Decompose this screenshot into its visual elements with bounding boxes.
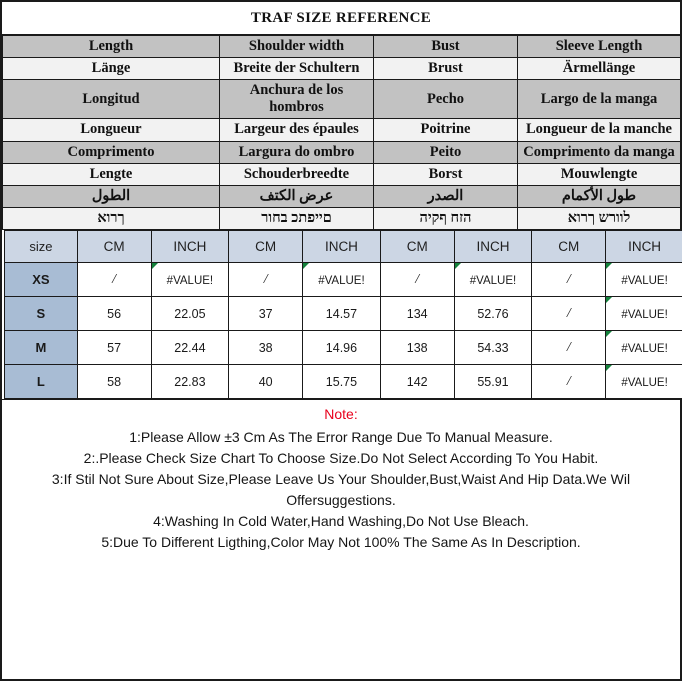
- label-sleeve-es: Largo de la manga: [518, 80, 681, 119]
- cell-xs-shoulder-in: #VALUE!: [303, 262, 381, 296]
- language-row-german: [3, 58, 681, 80]
- label-length-ar: الطول: [3, 185, 220, 207]
- label-length-es: Longitud: [3, 80, 220, 119]
- error-flag-icon: [152, 263, 158, 269]
- cell-l-length-cm: 58: [77, 364, 151, 398]
- table-row: [5, 262, 682, 296]
- unit-header-sleeve-in: INCH: [606, 230, 682, 262]
- cell-l-shoulder-in: 15.75: [303, 364, 381, 398]
- label-shoulder-es: Anchura de los hombros: [220, 80, 374, 119]
- label-length-nl: Lengte: [3, 163, 220, 185]
- label-bust-he: היקף חזה: [374, 207, 518, 229]
- size-label-s: S: [5, 296, 78, 330]
- cell-s-sleeve-cm: /: [532, 296, 606, 330]
- cell-m-length-cm: 57: [77, 330, 151, 364]
- label-shoulder-fr: Largeur des épaules: [220, 119, 374, 141]
- label-length-pt: Comprimento: [3, 141, 220, 163]
- language-table: [2, 35, 681, 230]
- cell-xs-sleeve-cm: /: [532, 262, 606, 296]
- label-length-de: Länge: [3, 58, 220, 80]
- label-shoulder-he: רוחב כתפיים: [220, 207, 374, 229]
- label-shoulder-en: Shoulder width: [220, 36, 374, 58]
- measurement-table-wrapper: [2, 230, 680, 399]
- cell-m-shoulder-cm: 38: [229, 330, 303, 364]
- size-column-header: size: [5, 230, 78, 262]
- error-flag-icon: [606, 365, 612, 371]
- label-shoulder-ar: عرض الكتف: [220, 185, 374, 207]
- error-flag-icon: [606, 297, 612, 303]
- cell-l-bust-in: 55.91: [454, 364, 532, 398]
- label-length-he: אורך: [3, 207, 220, 229]
- unit-header-shoulder-in: INCH: [303, 230, 381, 262]
- cell-m-length-in: 22.44: [151, 330, 229, 364]
- label-shoulder-nl: Schouderbreedte: [220, 163, 374, 185]
- cell-m-bust-cm: 138: [380, 330, 454, 364]
- cell-xs-length-in: #VALUE!: [151, 262, 229, 296]
- label-bust-ar: الصدر: [374, 185, 518, 207]
- language-row-spanish: [3, 80, 681, 119]
- label-bust-en: Bust: [374, 36, 518, 58]
- label-sleeve-en: Sleeve Length: [518, 36, 681, 58]
- cell-xs-bust-in: #VALUE!: [454, 262, 532, 296]
- cell-m-sleeve-cm: /: [532, 330, 606, 364]
- cell-m-shoulder-in: 14.96: [303, 330, 381, 364]
- label-shoulder-de: Breite der Schultern: [220, 58, 374, 80]
- cell-m-sleeve-in: #VALUE!: [606, 330, 682, 364]
- cell-s-bust-cm: 134: [380, 296, 454, 330]
- cell-l-length-in: 22.83: [151, 364, 229, 398]
- language-row-hebrew: [3, 207, 681, 229]
- note-line-5: 5:Due To Different Ligthing,Color May Not 100% The Same As In Description.: [101, 533, 581, 550]
- label-bust-de: Brust: [374, 58, 518, 80]
- cell-l-sleeve-cm: /: [532, 364, 606, 398]
- cell-s-shoulder-in: 14.57: [303, 296, 381, 330]
- cell-l-bust-cm: 142: [380, 364, 454, 398]
- language-row-arabic: [3, 185, 681, 207]
- label-shoulder-pt: Largura do ombro: [220, 141, 374, 163]
- error-flag-icon: [303, 263, 309, 269]
- label-sleeve-de: Ärmellänge: [518, 58, 681, 80]
- unit-header-sleeve-cm: CM: [532, 230, 606, 262]
- note-line-3: 3:If Stil Not Sure About Size,Please Leave Us Your Shoulder,Bust,Waist And Hip Data.We Wil Offersuggestions.: [51, 470, 631, 508]
- label-sleeve-nl: Mouwlengte: [518, 163, 681, 185]
- cell-s-bust-in: 52.76: [454, 296, 532, 330]
- unit-header-bust-cm: CM: [380, 230, 454, 262]
- cell-s-shoulder-cm: 37: [229, 296, 303, 330]
- cell-l-shoulder-cm: 40: [229, 364, 303, 398]
- unit-header-row: [5, 230, 682, 262]
- cell-xs-bust-cm: /: [380, 262, 454, 296]
- label-sleeve-ar: طول الأكمام: [518, 185, 681, 207]
- table-row: [5, 296, 682, 330]
- cell-xs-shoulder-cm: /: [229, 262, 303, 296]
- size-measurement-table: [4, 230, 682, 399]
- notes-section: [2, 399, 680, 679]
- label-bust-es: Pecho: [374, 80, 518, 119]
- language-row-dutch: [3, 163, 681, 185]
- notes-heading: Note:: [324, 405, 358, 422]
- cell-s-sleeve-in: #VALUE!: [606, 296, 682, 330]
- unit-header-length-in: INCH: [151, 230, 229, 262]
- language-row-english: [3, 36, 681, 58]
- page-title: TRAF SIZE REFERENCE: [250, 9, 432, 26]
- label-bust-nl: Borst: [374, 163, 518, 185]
- label-sleeve-fr: Longueur de la manche: [518, 119, 681, 141]
- unit-header-bust-in: INCH: [454, 230, 532, 262]
- label-bust-fr: Poitrine: [374, 119, 518, 141]
- table-row: [5, 364, 682, 398]
- language-row-french: [3, 119, 681, 141]
- sheet-title-row: [2, 2, 680, 35]
- cell-xs-sleeve-in: #VALUE!: [606, 262, 682, 296]
- cell-m-bust-in: 54.33: [454, 330, 532, 364]
- table-row: [5, 330, 682, 364]
- cell-s-length-cm: 56: [77, 296, 151, 330]
- error-flag-icon: [606, 331, 612, 337]
- label-length-fr: Longueur: [3, 119, 220, 141]
- language-row-portuguese: [3, 141, 681, 163]
- label-length-en: Length: [3, 36, 220, 58]
- label-sleeve-he: אורך שרוול: [518, 207, 681, 229]
- note-line-4: 4:Washing In Cold Water,Hand Washing,Do Not Use Bleach.: [153, 512, 529, 529]
- size-label-xs: XS: [5, 262, 78, 296]
- error-flag-icon: [455, 263, 461, 269]
- error-flag-icon: [606, 263, 612, 269]
- label-bust-pt: Peito: [374, 141, 518, 163]
- note-line-1: 1:Please Allow ±3 Cm As The Error Range Due To Manual Measure.: [129, 428, 553, 445]
- label-sleeve-pt: Comprimento da manga: [518, 141, 681, 163]
- cell-s-length-in: 22.05: [151, 296, 229, 330]
- note-line-2: 2:.Please Check Size Chart To Choose Size.Do Not Select According To You Habit.: [83, 449, 599, 466]
- unit-header-length-cm: CM: [77, 230, 151, 262]
- size-label-m: M: [5, 330, 78, 364]
- cell-l-sleeve-in: #VALUE!: [606, 364, 682, 398]
- size-label-l: L: [5, 364, 78, 398]
- unit-header-shoulder-cm: CM: [229, 230, 303, 262]
- cell-xs-length-cm: /: [77, 262, 151, 296]
